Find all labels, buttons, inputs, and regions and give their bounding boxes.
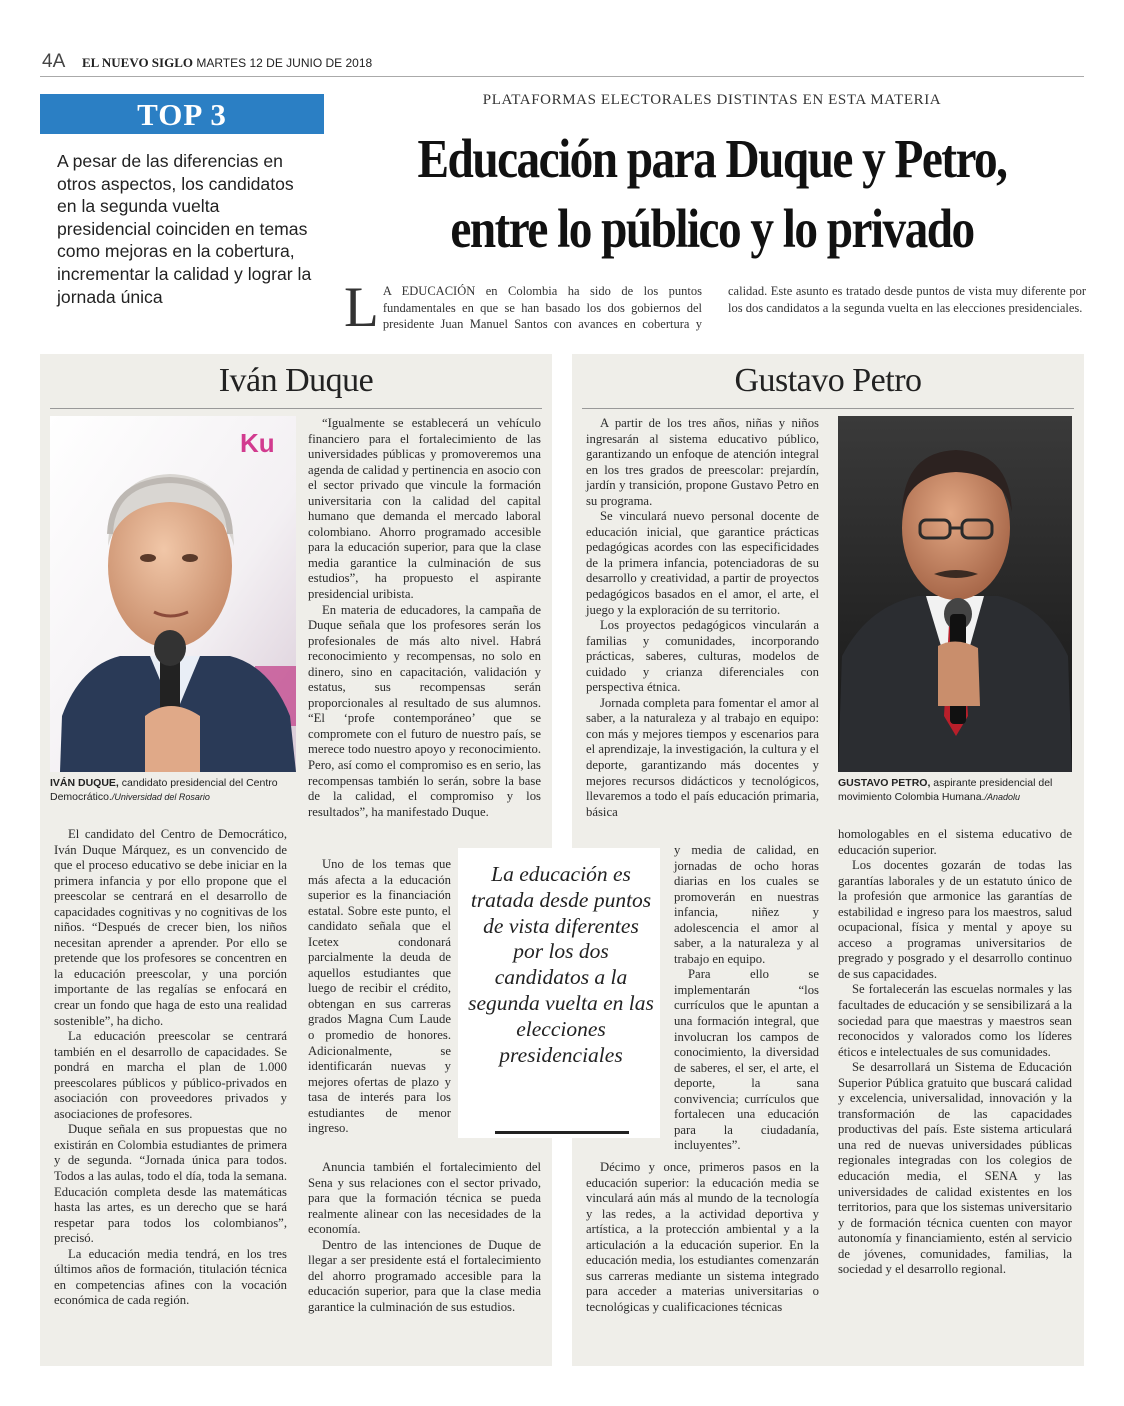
headline-line-1: Educación para Duque y Petro,: [417, 128, 1007, 189]
issue-date: MARTES 12 DE JUNIO DE 2018: [196, 56, 373, 70]
paragraph: homologables en el sistema educativo de educación superior.: [838, 827, 1072, 857]
duque-column-2-top: [308, 416, 541, 820]
kicker: PLATAFORMAS ELECTORALES DISTINTAS EN ESTA MATERIA: [482, 92, 942, 108]
duque-name-rule: [50, 408, 542, 409]
pullquote-rule: [495, 1131, 629, 1134]
paragraph: La educación media tendrá, en los tres últimos años de formación, titulación técnica en competencias afines con la vocación económica de cada región.: [54, 1246, 287, 1308]
paragraph: Jornada completa para fomentar el amor al saber, a la naturaleza y al trabajo en equipo: con más y mejores tiempos y escenarios para el aprendizaje, la investigación, la cultura y el deporte, garantizando más docentes y mejores recursos didácticos y tecnológicos, llevaremos a todo el país educación primaria, básica: [586, 695, 819, 819]
headline: [383, 124, 1040, 264]
paragraph: Dentro de las intenciones de Duque de llegar a ser presidente está el fortalecimiento del ahorro programado accesible para la educación superior, para que la clase media garantice la culminación de sus estudios.: [308, 1237, 541, 1314]
petro-caption: [838, 776, 1078, 804]
svg-text:Ku: Ku: [240, 428, 275, 458]
paragraph: La educación preescolar se centrará también en el desarrollo de capacidades. Se pondrá en marcha el plan de 1.000 preescolares públicos y público-privados en asociación con proveedores privados y asociaciones de profesores.: [54, 1029, 287, 1121]
paragraph: Uno de los temas que más afecta a la educación superior es la financiación estatal. Sobre este punto, el candidato señala que el Icetex condonará parcialmente la deuda de aquellos estudiantes que luego de recibir el crédito, obtengan en sus carreras grados Magna Cum Laude o promedio de honores. Adicionalmente, se identificarán nuevas y mejores ofertas de plazo y tasa de interés para los estudiantes de menor ingreso.: [308, 857, 451, 1136]
duque-photo: [50, 416, 296, 772]
duque-name: Iván Duque: [218, 362, 374, 399]
paragraph: Anuncia también el fortalecimiento del Sena y sus relaciones con el sector privado, para que la formación técnica se pueda realmente alinear con las necesidades de la economía.: [308, 1160, 541, 1237]
petro-column-2: [838, 827, 1072, 1278]
paragraph: “Igualmente se establecerá un vehículo financiero para el fortalecimiento de las universidades públicas y promoveremos una agenda de calidad y pertinencia en asocio con el sector privado que vincule la formación universitaria con la calidad del capital humano que demanda el mercado laboral colombiano. Ahorro programado accesible para la educación superior, para que la clase media garantice la culminación de sus estudios”, ha propuesto el aspirante presidencial uribista.: [308, 416, 541, 602]
paragraph: A partir de los tres años, niñas y niños ingresarán al sistema educativo público, garantizando un enfoque de atención integral en los tres grados de preescolar: prejardín, jardín y transición, propone Gustavo Petro en su programa.: [586, 416, 819, 508]
paragraph: Los proyectos pedagógicos vincularán a familias y comunidades, incorporando prácticas, saberes, culturas, modelos de cuidado y crianza diferenciales con perspectiva étnica.: [586, 618, 819, 695]
petro-photo: [838, 416, 1072, 772]
lead-smallcaps: A EDUCACIÓN: [382, 284, 476, 298]
lead-text: en Colombia ha sido de los puntos fundamentales en que se han basado los dos gobiernos del presidente Juan Manuel Santos con avances en cobertura y calidad. Este asunto es tratado desde puntos de vista muy diferente por los dos candidatos a la segunda vuelta en las elecciones presidenciales.: [382, 284, 1086, 331]
petro-column-1-top: [586, 416, 819, 820]
petro-name: Gustavo Petro: [734, 362, 922, 399]
duque-column-1: [54, 827, 287, 1309]
petro-caption-credit: /Anadolu: [984, 792, 1021, 802]
duque-caption: [50, 776, 300, 804]
petro-name-rule: [582, 408, 1074, 409]
petro-caption-text: aspirante presidencial del movimiento Colombia Humana.: [838, 777, 1053, 803]
duque-caption-credit: /Universidad del Rosario: [111, 792, 210, 802]
paragraph: Se vinculará nuevo personal docente de educación inicial, que garantice prácticas pedagógicas acordes con las especificidades de la primera infancia, potenciadoras de su desarrollo y creatividad, a partir de proyectos pedagógicos basados en el amor, el arte, el juego y la exploración de su territorio.: [586, 509, 819, 617]
top3-label: TOP 3: [40, 94, 324, 134]
duque-column-2-mid: [308, 857, 451, 1137]
paper-name: EL NUEVO SIGLO: [82, 55, 193, 70]
paragraph: Para ello se implementarán “los currículos que le apuntan a una formación integral, que involucran los campos de conocimiento, la diversidad de saberes, el ser, el arte, el deporte, la sana convivencia; currículos que fortalecen una educación para la ciudadanía, incluyentes”.: [674, 967, 819, 1153]
paragraph: Los docentes gozarán de todas las garantías laborales y de un estatuto único de la profesión que armonice las garantías de estabilidad e ingreso para los maestros, salud ocupacional, física y mental y apoye su acceso a programas universitarios de pregrado y posgrado y el desarrollo continuo de sus capacidades.: [838, 858, 1072, 981]
paragraph: Se desarrollará un Sistema de Educación Superior Pública gratuito que buscará calidad y excelencia, universalidad, innovación y la transformación de las capacidades productivas del país. Este sistema articulará una red de nuevas universidades públicas regionales integradas con los colegios de educación media, el SENA y las universidades de calidad existentes en los territorios, para que los sistemas universitario y de formación técnica cuenten con mayor autonomía y financiamiento, estén al servicio de jóvenes, comunidades, familias, la sociedad y el desarrollo regional.: [838, 1060, 1072, 1277]
masthead: [82, 55, 372, 71]
paragraph: En materia de educadores, la campaña de Duque señala que los profesores serán los profesionales de más alto nivel. Habrá reconocimiento y recompensas, no solo en dinero, sino en capacitación, validación y estatus, sus recompensas serán proporcionales al resultado de sus alumnos. “El ‘profe contemporáneo’ que se compromete con el futuro de nuestro país, se merece todo nuestro apoyo y reconocimiento. Pero, así como el compromiso es en serio, las recompensas también lo serán, sobre la base de la calidad, el compromiso y los resultados”, ha manifestado Duque.: [308, 602, 541, 819]
paragraph: y media de calidad, en jornadas de ocho horas diarias en los cuales se promoverán en nuestras infancia, niñez y adolescencia el amor al saber, a la naturaleza y al trabajo en equipo.: [674, 843, 819, 966]
petro-column-1-mid: [674, 843, 819, 1154]
paragraph: El candidato del Centro de Democrático, Iván Duque Márquez, es un convencido de que el proceso educativo se debe iniciar en la primera infancia y por ello propone que el preescolar se centrará en el desarrollo de capacidades cognitivas y no cognitivas de los niños. “Después de crecer bien, los niños necesitan aprender a aprender. Por ello se pretende que los profesores se concentren en la educación preescolar, y una porción importante de las regalías se enfocará en crear un fondo que haga de esto una realidad sostenible”, ha dicho.: [54, 827, 287, 1028]
headline-line-2: entre lo público y lo privado: [450, 198, 974, 259]
drop-cap: L: [344, 276, 379, 339]
duque-column-2-bottom: [308, 1160, 541, 1315]
paragraph: Duque señala en sus propuestas que no existirán en Colombia estudiantes de primera y de segunda. “Jornada única para todos. Todos a las aulas, todo el día, toda la semana. Educación completa desde las matemáticas hasta las artes, es un derecho que se hará respetar para todos los colombianos”, precisó.: [54, 1122, 287, 1246]
lead-paragraph: [344, 276, 1086, 339]
page-number: 4A: [42, 51, 66, 72]
duque-caption-text: candidato presidencial del Centro Democrático.: [50, 777, 278, 803]
paragraph: Se fortalecerán las escuelas normales y las facultades de educación y se sensibilizará a la sociedad para que maestras y maestros sean reconocidos y valorados como los líderes éticos e intelectuales de sus comunidades.: [838, 982, 1072, 1059]
petro-column-1-bottom: [586, 1160, 819, 1315]
top3-summary: A pesar de las diferencias en otros aspectos, los candidatos en la segunda vuelta presidencial coinciden en temas como mejoras en la cobertura, incrementar la calidad y lograr la jornada única: [57, 151, 312, 307]
header-rule: [40, 76, 1084, 77]
paragraph: Décimo y once, primeros pasos en la educación superior: la educación media se vinculará aún más al mundo de la tecnología y las redes, a la actividad deportiva y artística, a la protección ambiental y a la articulación a la educación superior. En la educación media, los estudiantes comenzarán sus carreras mediante un sistema integrado para acceder a materias universitarias o tecnológicas y cualificaciones técnicas: [586, 1160, 819, 1314]
petro-caption-name: GUSTAVO PETRO,: [838, 777, 931, 789]
duque-caption-name: IVÁN DUQUE,: [50, 777, 119, 789]
pullquote: La educación es tratada desde puntos de vista diferentes por los dos candidatos a la segunda vuelta en las elecciones presidenciales: [468, 862, 654, 1067]
